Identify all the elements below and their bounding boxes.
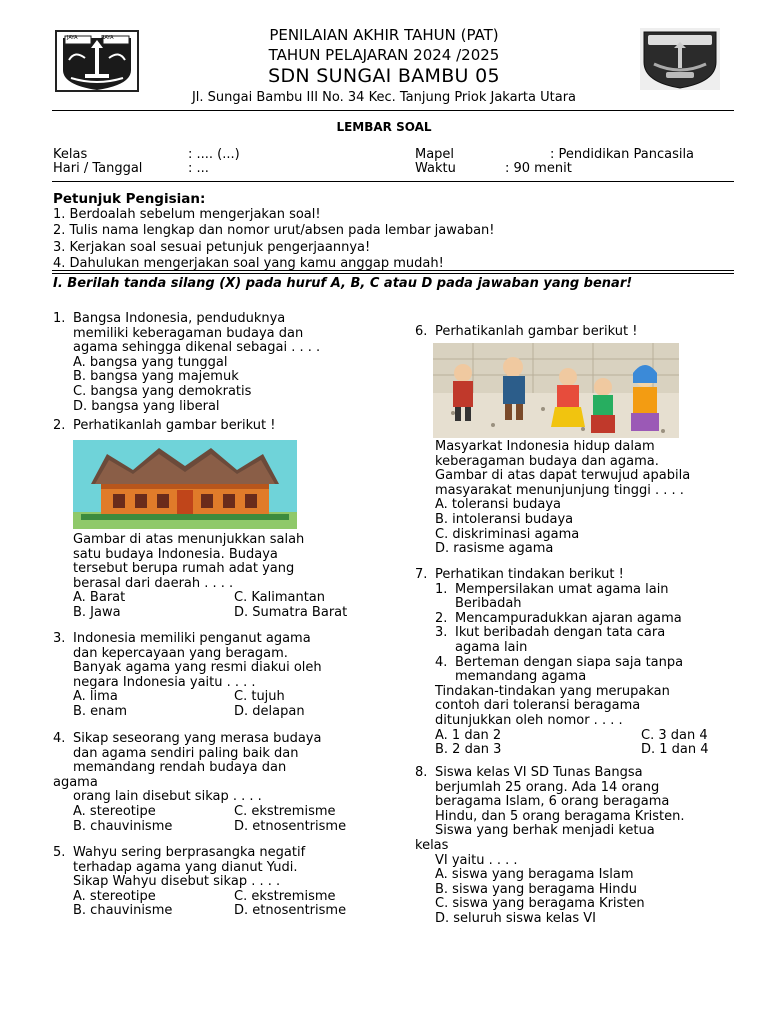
- question-text: Wahyu sering berprasangka negatif: [73, 845, 306, 860]
- answer-option[interactable]: D. rasisme agama: [435, 541, 554, 557]
- answer-option[interactable]: B. bangsa yang majemuk: [73, 369, 239, 385]
- question-text: Indonesia memiliki penganut agama: [73, 631, 311, 646]
- question-5: [53, 846, 346, 919]
- question-number: 7.: [415, 567, 428, 582]
- answer-option[interactable]: C. 3 dan 4: [641, 727, 708, 743]
- exam-title: PENILAIAN AKHIR TAHUN (PAT): [269, 26, 499, 44]
- answer-option[interactable]: C. diskriminasi agama: [435, 526, 580, 542]
- question-prompt: Perhatikan tindakan berikut !: [435, 567, 624, 582]
- action-text: Berteman dengan siapa saja tanpa: [455, 654, 684, 670]
- traditional-house-icon: [73, 440, 297, 529]
- question-text: keberagaman budaya dan agama.: [435, 453, 659, 469]
- question-text: Siswa yang berhak menjadi ketua: [435, 823, 655, 839]
- question-1: [53, 312, 320, 414]
- question-text: dan agama sendiri paling baik dan: [73, 745, 299, 761]
- question-text: Banyak agama yang resmi diakui oleh: [73, 660, 322, 676]
- answer-option[interactable]: A. bangsa yang tunggal: [73, 354, 228, 370]
- answer-option[interactable]: B. Jawa: [73, 604, 121, 620]
- question-2: [53, 419, 275, 434]
- question-text: negara Indonesia yaitu . . . .: [73, 674, 256, 690]
- action-number: 1.: [435, 581, 448, 597]
- question-text: agama sehingga dikenal sebagai . . . .: [73, 340, 321, 356]
- diverse-children-image: [433, 343, 679, 438]
- answer-option[interactable]: A. lima: [73, 689, 118, 705]
- question-text: ditunjukkan oleh nomor . . . .: [435, 712, 623, 728]
- answer-option[interactable]: D. etnosentrisme: [234, 818, 347, 834]
- question-text: Tindakan-tindakan yang merupakan: [435, 683, 670, 699]
- answer-option[interactable]: A. stereotipe: [73, 803, 156, 819]
- hari-value: : ...: [188, 161, 209, 176]
- instruction-item: 1. Berdoalah sebelum mengerjakan soal!: [53, 207, 321, 222]
- question-text: memandang rendah budaya dan: [73, 760, 287, 776]
- kelas-label: Kelas: [53, 147, 88, 162]
- children-illustration-icon: [433, 343, 679, 438]
- mapel-label: Mapel: [415, 147, 455, 162]
- action-text: Beribadah: [455, 596, 522, 612]
- school-address: Jl. Sungai Bambu III No. 34 Kec. Tanjung Priok Jakarta Utara: [191, 90, 577, 105]
- question-text: beragama Islam, 6 orang beragama: [435, 794, 670, 810]
- question-number: 5.: [53, 845, 66, 860]
- question-4: [53, 732, 346, 834]
- answer-option[interactable]: B. chauvinisme: [73, 903, 173, 919]
- question-text: Hindu, dan 5 orang beragama Kristen.: [435, 808, 685, 824]
- action-item: [435, 612, 709, 627]
- action-text: memandang agama: [455, 669, 587, 685]
- question-7: [415, 568, 709, 758]
- answer-option[interactable]: D. Sumatra Barat: [234, 604, 348, 620]
- meta-divider: [52, 181, 734, 182]
- question-text: berjumlah 25 orang. Ada 14 orang: [435, 779, 660, 795]
- question-text: satu budaya Indonesia. Budaya: [73, 546, 278, 562]
- answer-option[interactable]: A. Barat: [73, 590, 126, 606]
- question-text: memiliki keberagaman budaya dan: [73, 325, 304, 341]
- answer-option[interactable]: D. bangsa yang liberal: [73, 398, 220, 414]
- action-text: Mencampuradukkan ajaran agama: [455, 610, 682, 626]
- question-text: tersebut berupa rumah adat yang: [73, 561, 295, 577]
- answer-option[interactable]: C. ekstremisme: [234, 888, 336, 904]
- question-text: Sikap seseorang yang merasa budaya: [73, 731, 322, 746]
- kelas-value: : .... (...): [188, 147, 240, 162]
- answer-option[interactable]: D. delapan: [234, 703, 305, 719]
- question-3: [53, 632, 322, 720]
- answer-option[interactable]: B. intoleransi budaya: [435, 511, 574, 527]
- waktu-value: : 90 menit: [505, 161, 572, 176]
- question-text: VI yaitu . . . .: [435, 852, 518, 868]
- question-text: Siswa kelas VI SD Tunas Bangsa: [435, 765, 643, 780]
- question-6: [415, 325, 637, 340]
- question-number: 2.: [53, 418, 66, 433]
- sheet-title: LEMBAR SOAL: [336, 120, 432, 134]
- question-text: Masyarkat Indonesia hidup dalam: [435, 439, 655, 454]
- question-text: Sikap Wahyu disebut sikap . . . .: [73, 874, 281, 890]
- answer-option[interactable]: C. ekstremisme: [234, 803, 336, 819]
- rumah-gadang-image: [73, 440, 297, 529]
- question-number: 1.: [53, 311, 66, 326]
- question-6-body: [415, 440, 690, 557]
- answer-option[interactable]: D. etnosentrisme: [234, 903, 347, 919]
- question-number: 6.: [415, 324, 428, 339]
- action-number: 3.: [435, 625, 448, 641]
- school-year: TAHUN PELAJARAN 2024 /2025: [268, 46, 500, 64]
- header-divider: [52, 110, 734, 111]
- section-title: I. Berilah tanda silang (X) pada huruf A, B, C atau D pada jawaban yang benar!: [53, 276, 633, 291]
- answer-option[interactable]: D. 1 dan 4: [641, 742, 709, 758]
- answer-option[interactable]: C. tujuh: [234, 689, 285, 705]
- instruction-item: 4. Dahulukan mengerjakan soal yang kamu anggap mudah!: [53, 256, 444, 271]
- question-text: masyarakat menunjunjung tinggi . . . .: [435, 482, 684, 498]
- question-8: [415, 766, 685, 927]
- answer-option[interactable]: C. Kalimantan: [234, 590, 325, 606]
- instruction-item: 3. Kerjakan soal sesuai petunjuk pengerjaannya!: [53, 240, 371, 255]
- question-text: dan kepercayaan yang beragam.: [73, 645, 288, 661]
- instructions-divider: [52, 270, 734, 271]
- question-text: Gambar di atas menunjukkan salah: [73, 532, 305, 547]
- answer-option[interactable]: D. seluruh siswa kelas VI: [435, 910, 597, 926]
- question-text-wrap: kelas: [415, 837, 449, 853]
- question-text: berasal dari daerah . . . .: [73, 575, 234, 591]
- instruction-item: 2. Tulis nama lengkap dan nomor urut/absen pada lembar jawaban!: [53, 223, 495, 238]
- question-text-wrap: agama: [53, 774, 98, 790]
- question-text: Gambar di atas dapat terwujud apabila: [435, 468, 691, 484]
- action-item: [435, 626, 709, 655]
- question-prompt: Perhatikanlah gambar berikut !: [73, 418, 276, 433]
- instructions-title: Petunjuk Pengisian:: [53, 191, 206, 207]
- answer-option[interactable]: B. 2 dan 3: [435, 742, 502, 758]
- question-text: Bangsa Indonesia, penduduknya: [73, 311, 286, 326]
- answer-option[interactable]: C. bangsa yang demokratis: [73, 383, 252, 399]
- question-number: 8.: [415, 765, 428, 780]
- instructions-divider-2: [52, 273, 734, 274]
- answer-option[interactable]: A. toleransi budaya: [435, 497, 562, 513]
- answer-option[interactable]: A. stereotipe: [73, 888, 156, 904]
- mapel-value: : Pendidikan Pancasila: [550, 147, 695, 162]
- action-text: agama lain: [455, 639, 528, 655]
- answer-option[interactable]: B. enam: [73, 703, 128, 719]
- question-text: orang lain disebut sikap . . . .: [73, 789, 262, 805]
- school-name: SDN SUNGAI BAMBU 05: [268, 65, 500, 87]
- action-item: [435, 583, 709, 612]
- action-text: Mempersilakan umat agama lain: [455, 581, 669, 597]
- action-number: 2.: [435, 610, 448, 626]
- answer-option[interactable]: C. siswa yang beragama Kristen: [435, 896, 645, 912]
- question-number: 4.: [53, 731, 66, 746]
- answer-option[interactable]: B. siswa yang beragama Hindu: [435, 881, 638, 897]
- question-number: 3.: [53, 631, 66, 646]
- action-text: Ikut beribadah dengan tata cara: [455, 625, 666, 641]
- question-2-body: [53, 533, 347, 621]
- question-text: contoh dari toleransi beragama: [435, 698, 641, 714]
- waktu-label: Waktu: [415, 161, 456, 176]
- answer-option[interactable]: B. chauvinisme: [73, 818, 173, 834]
- question-prompt: Perhatikanlah gambar berikut !: [435, 324, 638, 339]
- question-text: terhadap agama yang dianut Yudi.: [73, 859, 298, 875]
- action-number: 4.: [435, 654, 448, 670]
- logo-motto: JAYA RAYA: [67, 35, 114, 41]
- action-item: [435, 656, 709, 685]
- answer-option[interactable]: A. siswa yang beragama Islam: [435, 867, 634, 883]
- answer-option[interactable]: A. 1 dan 2: [435, 727, 502, 743]
- hari-label: Hari / Tanggal: [53, 161, 143, 176]
